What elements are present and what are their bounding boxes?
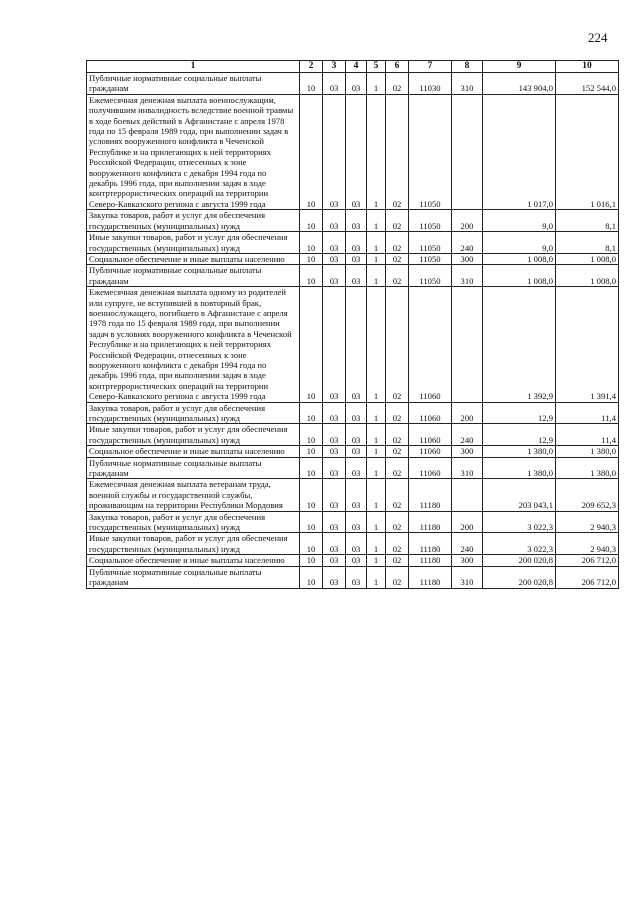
code-subprogram-cell: 1 [367,424,386,446]
code-main-event-cell: 02 [386,402,409,424]
code-program-cell: 03 [346,210,367,232]
code-expense-type-cell: 200 [452,511,483,533]
code-section-cell: 10 [300,232,323,254]
code-direction-cell: 11180 [409,566,452,588]
header-cell: 3 [323,61,346,73]
code-subprogram-cell: 1 [367,73,386,95]
row-description-cell: Ежемесячная денежная выплата ветеранам труда, военной службы и государственной службы, проживающим на территории Республики Мордовия [87,479,300,511]
code-section-cell: 10 [300,265,323,287]
amount-year-2-cell: 152 544,0 [556,73,619,95]
table-row [87,424,619,446]
amount-year-1-cell: 12,9 [483,424,556,446]
code-section-cell: 10 [300,402,323,424]
amount-year-1-cell: 1 380,0 [483,446,556,457]
code-program-cell: 03 [346,566,367,588]
row-description-cell: Публичные нормативные социальные выплаты гражданам [87,73,300,95]
code-section-cell: 10 [300,253,323,264]
row-description-cell: Иные закупки товаров, работ и услуг для обеспечения государственных (муниципальных) нужд [87,424,300,446]
amount-year-1-cell: 200 020,8 [483,566,556,588]
table-row [87,566,619,588]
code-section-cell: 10 [300,210,323,232]
code-expense-type-cell [452,94,483,209]
code-program-cell: 03 [346,253,367,264]
code-program-cell: 03 [346,511,367,533]
code-subprogram-cell: 1 [367,479,386,511]
code-program-cell: 03 [346,94,367,209]
code-expense-type-cell: 310 [452,457,483,479]
budget-table [86,60,619,589]
code-direction-cell: 11050 [409,253,452,264]
code-expense-type-cell [452,479,483,511]
amount-year-2-cell: 11,4 [556,424,619,446]
code-main-event-cell: 02 [386,446,409,457]
code-program-cell: 03 [346,402,367,424]
table-row [87,73,619,95]
code-direction-cell: 11060 [409,457,452,479]
code-subprogram-cell: 1 [367,287,386,402]
code-direction-cell: 11180 [409,479,452,511]
table-row [87,210,619,232]
amount-year-1-cell: 3 022,3 [483,533,556,555]
amount-year-2-cell: 1 016,1 [556,94,619,209]
code-subsection-cell: 03 [323,511,346,533]
code-subprogram-cell: 1 [367,253,386,264]
code-expense-type-cell: 200 [452,210,483,232]
row-description-cell: Ежемесячная денежная выплата одному из родителей или супруге, не вступившей в повторный брак, военнослужащего, погибшего в Афганистане с апреля 1978 года по 15 февраля 1989 года, при выполнении задач в условиях вооруженного конфликта в Чеченской Республике и на прилегающих к ней территориях Российской Федерации, отнесенных к зоне вооруженного конфликта с декабря 1994 года по декабрь 1996 года, при выполнении задач в ходе контртеррористических операций на территории Северо-Кавказского региона с августа 1999 года [87,287,300,402]
amount-year-2-cell: 1 008,0 [556,265,619,287]
row-description-cell: Ежемесячная денежная выплата военнослужащим, получившим инвалидность вследствие военной травмы в ходе боевых действий в Афганистане с апреля 1978 года по 15 февраля 1989 года, при выполнении задач в условиях вооруженного конфликта в Чеченской Республике и на прилегающих к ней территориях Российской Федерации, отнесенных к зоне вооруженного конфликта с декабря 1994 года по декабрь 1996 года, при выполнении задач в ходе контртеррористических операций на территории Северо-Кавказского региона с августа 1999 года [87,94,300,209]
amount-year-1-cell: 203 043,1 [483,479,556,511]
code-subsection-cell: 03 [323,253,346,264]
row-description-cell: Закупка товаров, работ и услуг для обеспечения государственных (муниципальных) нужд [87,210,300,232]
table-row [87,232,619,254]
code-subprogram-cell: 1 [367,232,386,254]
code-section-cell: 10 [300,287,323,402]
amount-year-1-cell: 3 022,3 [483,511,556,533]
code-subprogram-cell: 1 [367,210,386,232]
code-direction-cell: 11180 [409,511,452,533]
table-row [87,265,619,287]
row-description-cell: Закупка товаров, работ и услуг для обеспечения государственных (муниципальных) нужд [87,402,300,424]
code-main-event-cell: 02 [386,73,409,95]
code-section-cell: 10 [300,457,323,479]
code-subsection-cell: 03 [323,402,346,424]
code-section-cell: 10 [300,94,323,209]
amount-year-1-cell: 1 008,0 [483,265,556,287]
code-subsection-cell: 03 [323,566,346,588]
amount-year-1-cell: 9,0 [483,210,556,232]
code-main-event-cell: 02 [386,210,409,232]
code-subprogram-cell: 1 [367,457,386,479]
amount-year-2-cell: 206 712,0 [556,555,619,566]
code-expense-type-cell: 310 [452,73,483,95]
code-subsection-cell: 03 [323,73,346,95]
code-subsection-cell: 03 [323,424,346,446]
code-direction-cell: 11060 [409,446,452,457]
code-subsection-cell: 03 [323,265,346,287]
code-direction-cell: 11060 [409,287,452,402]
header-cell: 9 [483,61,556,73]
code-subprogram-cell: 1 [367,94,386,209]
code-expense-type-cell: 310 [452,566,483,588]
table-row [87,479,619,511]
amount-year-1-cell: 1 392,9 [483,287,556,402]
amount-year-1-cell: 1 380,0 [483,457,556,479]
code-direction-cell: 11050 [409,94,452,209]
table-row [87,511,619,533]
code-program-cell: 03 [346,287,367,402]
code-subsection-cell: 03 [323,232,346,254]
code-expense-type-cell: 240 [452,533,483,555]
code-subsection-cell: 03 [323,533,346,555]
code-expense-type-cell [452,287,483,402]
row-description-cell: Публичные нормативные социальные выплаты гражданам [87,566,300,588]
table-row [87,402,619,424]
code-main-event-cell: 02 [386,479,409,511]
code-main-event-cell: 02 [386,555,409,566]
table-row [87,446,619,457]
code-subsection-cell: 03 [323,555,346,566]
code-main-event-cell: 02 [386,232,409,254]
amount-year-1-cell: 9,0 [483,232,556,254]
code-expense-type-cell: 300 [452,555,483,566]
code-program-cell: 03 [346,232,367,254]
code-subprogram-cell: 1 [367,402,386,424]
table-row [87,287,619,402]
code-main-event-cell: 02 [386,457,409,479]
table-row [87,555,619,566]
code-expense-type-cell: 240 [452,232,483,254]
code-section-cell: 10 [300,511,323,533]
row-description-cell: Иные закупки товаров, работ и услуг для обеспечения государственных (муниципальных) нужд [87,232,300,254]
code-main-event-cell: 02 [386,511,409,533]
code-main-event-cell: 02 [386,566,409,588]
amount-year-2-cell: 1 380,0 [556,446,619,457]
code-program-cell: 03 [346,533,367,555]
code-direction-cell: 11050 [409,210,452,232]
amount-year-1-cell: 12,9 [483,402,556,424]
code-subprogram-cell: 1 [367,555,386,566]
code-subprogram-cell: 1 [367,533,386,555]
amount-year-2-cell: 2 940,3 [556,533,619,555]
header-cell: 4 [346,61,367,73]
table-row [87,253,619,264]
header-cell: 2 [300,61,323,73]
code-section-cell: 10 [300,555,323,566]
row-description-cell: Социальное обеспечение и иные выплаты населению [87,253,300,264]
amount-year-1-cell: 1 008,0 [483,253,556,264]
code-main-event-cell: 02 [386,287,409,402]
code-program-cell: 03 [346,265,367,287]
code-direction-cell: 11180 [409,555,452,566]
code-main-event-cell: 02 [386,94,409,209]
code-subsection-cell: 03 [323,210,346,232]
amount-year-2-cell: 1 008,0 [556,253,619,264]
header-cell: 5 [367,61,386,73]
header-cell: 8 [452,61,483,73]
amount-year-1-cell: 200 020,8 [483,555,556,566]
code-direction-cell: 11050 [409,232,452,254]
header-cell: 7 [409,61,452,73]
amount-year-1-cell: 143 904,0 [483,73,556,95]
code-subsection-cell: 03 [323,457,346,479]
row-description-cell: Публичные нормативные социальные выплаты гражданам [87,265,300,287]
code-main-event-cell: 02 [386,424,409,446]
code-subsection-cell: 03 [323,446,346,457]
table-header-row [87,61,619,73]
header-cell: 1 [87,61,300,73]
code-subprogram-cell: 1 [367,265,386,287]
amount-year-2-cell: 2 940,3 [556,511,619,533]
code-direction-cell: 11030 [409,73,452,95]
row-description-cell: Иные закупки товаров, работ и услуг для обеспечения государственных (муниципальных) нужд [87,533,300,555]
code-section-cell: 10 [300,566,323,588]
code-direction-cell: 11180 [409,533,452,555]
amount-year-2-cell: 8,1 [556,210,619,232]
code-expense-type-cell: 300 [452,253,483,264]
code-subprogram-cell: 1 [367,446,386,457]
amount-year-2-cell: 1 380,0 [556,457,619,479]
code-section-cell: 10 [300,73,323,95]
row-description-cell: Социальное обеспечение и иные выплаты населению [87,555,300,566]
code-program-cell: 03 [346,555,367,566]
code-section-cell: 10 [300,479,323,511]
code-subsection-cell: 03 [323,479,346,511]
code-subprogram-cell: 1 [367,566,386,588]
code-direction-cell: 11060 [409,402,452,424]
code-expense-type-cell: 240 [452,424,483,446]
header-cell: 6 [386,61,409,73]
code-section-cell: 10 [300,446,323,457]
code-main-event-cell: 02 [386,265,409,287]
code-expense-type-cell: 300 [452,446,483,457]
amount-year-2-cell: 8,1 [556,232,619,254]
amount-year-2-cell: 206 712,0 [556,566,619,588]
code-program-cell: 03 [346,73,367,95]
code-subprogram-cell: 1 [367,511,386,533]
code-main-event-cell: 02 [386,533,409,555]
code-program-cell: 03 [346,479,367,511]
table-row [87,94,619,209]
page-number: 224 [588,30,608,45]
code-program-cell: 03 [346,457,367,479]
code-main-event-cell: 02 [386,253,409,264]
row-description-cell: Закупка товаров, работ и услуг для обеспечения государственных (муниципальных) нужд [87,511,300,533]
amount-year-1-cell: 1 017,0 [483,94,556,209]
code-direction-cell: 11050 [409,265,452,287]
amount-year-2-cell: 11,4 [556,402,619,424]
table-row [87,533,619,555]
code-section-cell: 10 [300,533,323,555]
row-description-cell: Публичные нормативные социальные выплаты гражданам [87,457,300,479]
code-subsection-cell: 03 [323,287,346,402]
code-expense-type-cell: 310 [452,265,483,287]
table-body [87,61,619,589]
code-subsection-cell: 03 [323,94,346,209]
amount-year-2-cell: 1 391,4 [556,287,619,402]
table-row [87,457,619,479]
code-section-cell: 10 [300,424,323,446]
code-program-cell: 03 [346,446,367,457]
code-program-cell: 03 [346,424,367,446]
code-direction-cell: 11060 [409,424,452,446]
code-expense-type-cell: 200 [452,402,483,424]
header-cell: 10 [556,61,619,73]
row-description-cell: Социальное обеспечение и иные выплаты населению [87,446,300,457]
amount-year-2-cell: 209 652,3 [556,479,619,511]
